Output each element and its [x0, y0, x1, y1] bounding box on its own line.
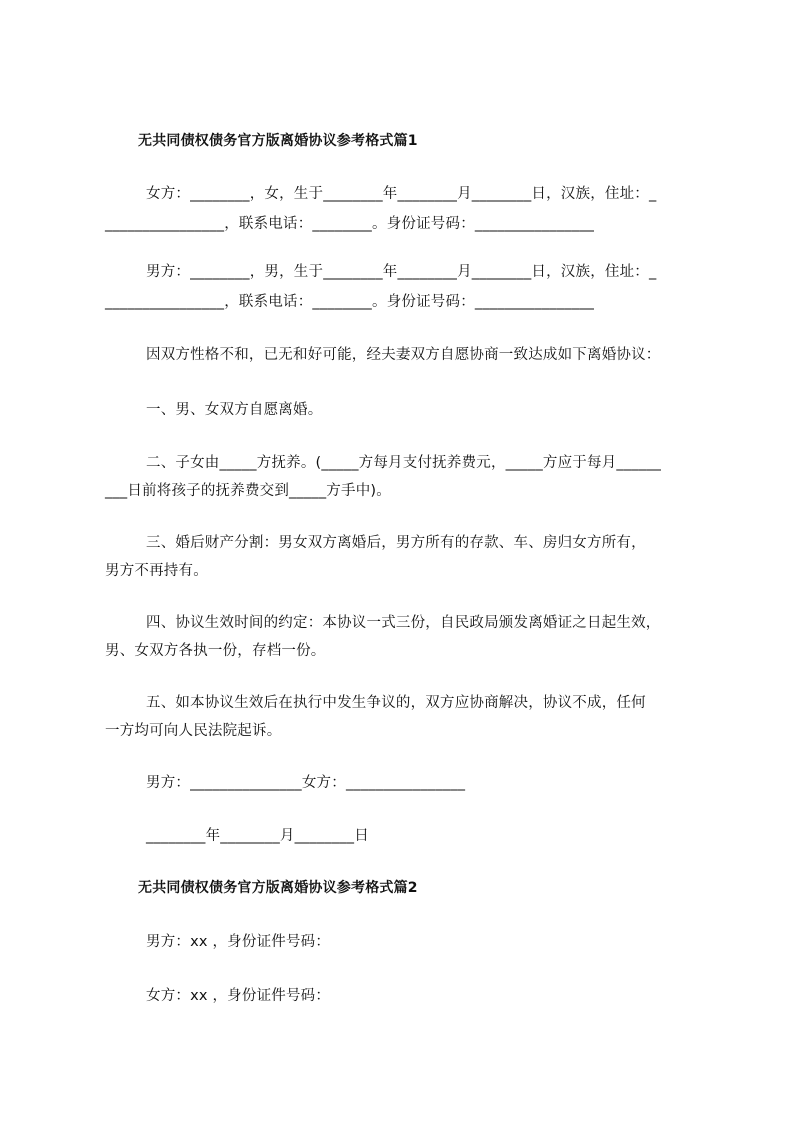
section1-heading: 无共同债权债务官方版离婚协议参考格式篇1	[138, 133, 418, 149]
clause-2-line1: 二、子女由_____方抚养。(_____方每月支付抚养费元，_____方应于每月______	[146, 455, 662, 471]
clause-5-line1: 五、如本协议生效后在执行中发生争议的，双方应协商解决，协议不成，任何	[146, 695, 646, 711]
clause-4-line1: 四、协议生效时间的约定：本协议一式三份，自民政局颁发离婚证之日起生效，	[146, 615, 661, 631]
clause-1: 一、男、女双方自愿离婚。	[146, 402, 323, 418]
male-id-line: 男方：xx ，身份证件号码：	[146, 934, 331, 950]
date-line: ________年________月________日	[146, 828, 369, 844]
clause-5-line2: 一方均可向人民法院起诉。	[105, 723, 282, 739]
intro-paragraph: 因双方性格不和，已无和好可能，经夫妻双方自愿协商一致达成如下离婚协议：	[146, 347, 661, 363]
female-info-line2: ________________，联系电话：________。身份证号码：________________	[105, 216, 595, 232]
female-info-line1: 女方：________，女，生于________年________月________日，汉族，住址：_	[146, 186, 657, 202]
clause-3-line2: 男方不再持有。	[105, 563, 208, 579]
female-id-line: 女方：xx ，身份证件号码：	[146, 988, 331, 1004]
clause-3-line1: 三、婚后财产分割：男女双方离婚后，男方所有的存款、车、房归女方所有，	[146, 535, 646, 551]
male-info-line2: ________________，联系电话：________。身份证号码：________________	[105, 294, 595, 310]
section2-heading: 无共同债权债务官方版离婚协议参考格式篇2	[138, 880, 418, 896]
signature-line: 男方：_______________女方：________________	[146, 775, 466, 791]
clause-4-line2: 男、女双方各执一份，存档一份。	[105, 643, 326, 659]
male-info-line1: 男方：________，男，生于________年________月________日，汉族，住址：_	[146, 264, 657, 280]
clause-2-line2: ___日前将孩子的抚养费交到_____方手中)。	[105, 483, 391, 499]
